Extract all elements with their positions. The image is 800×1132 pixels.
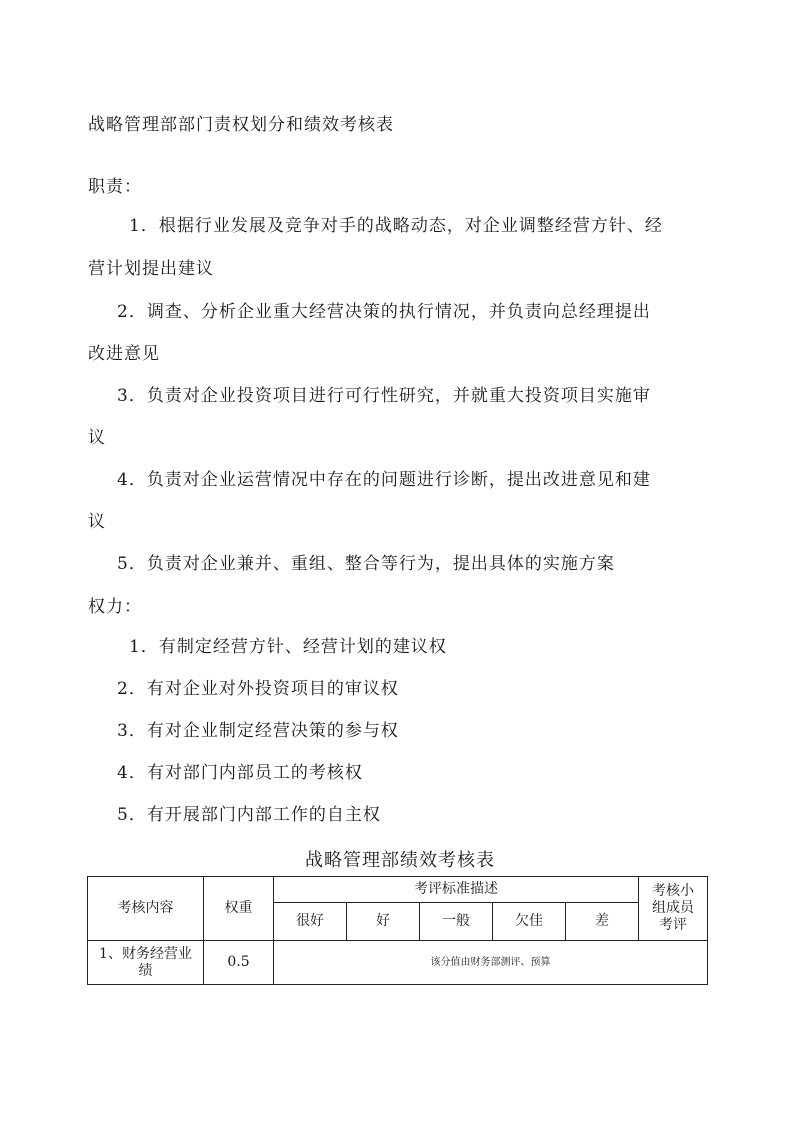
row-content-line1: 1、财务经营业 — [99, 945, 192, 962]
header-group-evaluation — [639, 877, 708, 941]
authority-item-1: 1．有制定经营方针、经营计划的建议权 — [129, 637, 447, 657]
assessment-table — [87, 876, 708, 985]
header-group-line2: 组成员 — [652, 900, 694, 916]
authority-heading: 权力： — [88, 597, 142, 617]
table-header-row-1 — [88, 877, 708, 903]
header-content: 考核内容 — [88, 877, 204, 941]
authority-item-2: 2．有对企业对外投资项目的审议权 — [117, 679, 399, 699]
responsibility-item-2-line2: 改进意见 — [88, 344, 160, 364]
document-title: 战略管理部部门责权划分和绩效考核表 — [88, 115, 394, 135]
responsibility-item-2-line1: 2．调查、分析企业重大经营决策的执行情况，并负责向总经理提出 — [117, 302, 651, 322]
level-good: 好 — [347, 903, 420, 941]
authority-item-5: 5．有开展部门内部工作的自主权 — [117, 805, 381, 825]
row-description: 该分值由财务部测评、预算 — [274, 941, 708, 985]
row-weight: 0.5 — [204, 941, 274, 985]
header-weight: 权重 — [204, 877, 274, 941]
assessment-table-title: 战略管理部绩效考核表 — [305, 850, 495, 871]
header-criteria: 考评标准描述 — [274, 877, 639, 903]
responsibility-item-1-line1: 1．根据行业发展及竞争对手的战略动态，对企业调整经营方针、经 — [129, 216, 663, 236]
authority-item-4: 4．有对部门内部员工的考核权 — [117, 763, 363, 783]
level-very-good: 很好 — [274, 903, 347, 941]
responsibility-item-5: 5．负责对企业兼并、重组、整合等行为，提出具体的实施方案 — [117, 554, 615, 574]
row-content-line2: 绩 — [138, 962, 153, 979]
level-poor: 欠佳 — [493, 903, 566, 941]
responsibility-item-3-line2: 议 — [88, 428, 106, 448]
header-group-line1: 考核小 — [652, 883, 694, 899]
responsibilities-heading: 职责： — [88, 177, 142, 197]
responsibility-item-4-line2: 议 — [88, 512, 106, 532]
level-average: 一般 — [420, 903, 493, 941]
responsibility-item-4-line1: 4．负责对企业运营情况中存在的问题进行诊断，提出改进意见和建 — [117, 470, 651, 490]
responsibility-item-1-line2: 营计划提出建议 — [88, 259, 214, 279]
responsibility-item-3-line1: 3．负责对企业投资项目进行可行性研究，并就重大投资项目实施审 — [117, 386, 651, 406]
authority-item-3: 3．有对企业制定经营决策的参与权 — [117, 721, 399, 741]
header-group-line3: 考评 — [659, 917, 687, 933]
level-bad: 差 — [566, 903, 639, 941]
table-row — [88, 941, 708, 985]
row-content — [88, 941, 204, 985]
